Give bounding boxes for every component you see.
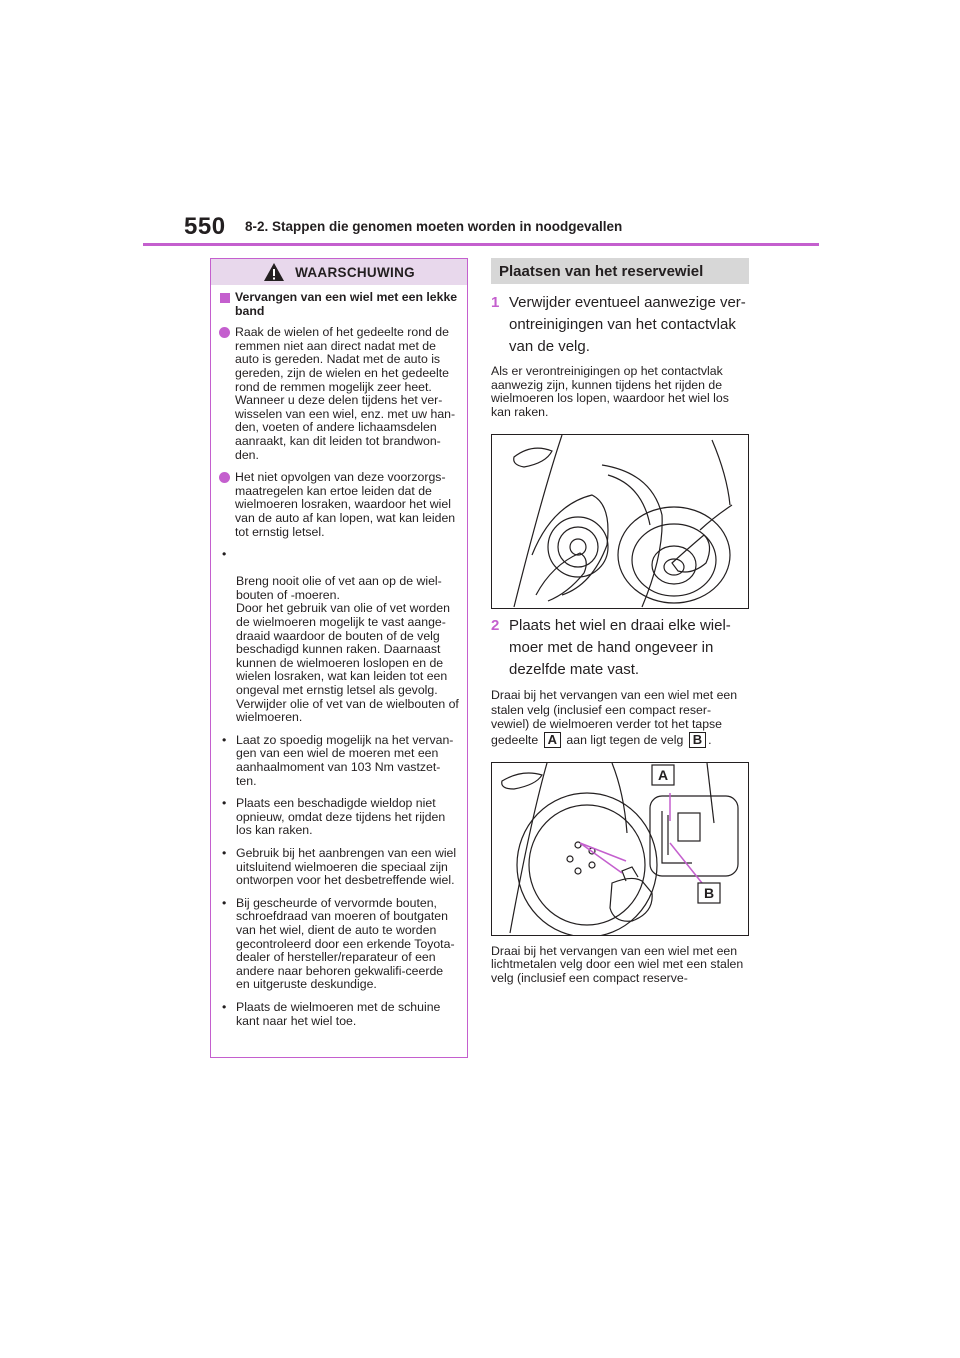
bullet-dot: • (222, 796, 227, 811)
label-a-tag: A (544, 732, 561, 748)
step-note: Draai bij het vervangen van een wiel met een lichtmetalen velg door een wiel met een stalen velg (inclusief een compact reserve- (491, 943, 744, 986)
warning-bullet (219, 797, 459, 838)
step-text: Verwijder eventueel aanwezige ver-ontreinigingen van het contactvlak van de velg. (509, 294, 746, 355)
warning-paragraph (219, 326, 459, 462)
bullet-dot: • (222, 895, 227, 910)
step-note: Als er verontreinigingen op het contactvlak aanwezig zijn, kunnen tijdens het rijden de wielmoeren los lopen, waardoor het wiel los kan raken. (491, 364, 729, 419)
callout-a-label: A (657, 766, 669, 783)
note-text: aan ligt tegen de velg (566, 732, 684, 747)
step-item (491, 292, 749, 358)
step-note (491, 688, 749, 748)
step-item (491, 615, 749, 681)
illustration-clean-wheel-hub (491, 434, 749, 609)
warning-paragraph (219, 471, 459, 539)
warning-bullet-text: Plaats een beschadigde wieldop niet opnieuw, omdat deze tijdens het rijden los kan raken. (236, 796, 446, 838)
warning-heading-text: Vervangen van een wiel met een lekke band (235, 290, 458, 318)
step-number: 1 (491, 294, 500, 311)
warning-bullet (219, 897, 459, 992)
warning-title: WAARSCHUWING (295, 264, 415, 280)
warning-header (211, 259, 467, 285)
callout-b (698, 883, 720, 903)
circle-bullet-icon (219, 327, 230, 338)
header-rule (143, 243, 819, 246)
callout-a (652, 765, 674, 785)
warning-bullet-text: Plaats de wielmoeren met de schuine kant naar het wiel toe. (236, 999, 441, 1028)
warning-bullet-text: Laat zo spoedig mogelijk na het vervan-gen van een wiel de moeren met een aanhaalmoment van 103 Nm vastzet-ten. (236, 732, 454, 788)
warning-bullet (219, 847, 459, 888)
warning-bullet-text: Breng nooit olie of vet aan op de wiel-bouten of -moeren. Door het gebruik van olie of vet worden de wielmoeren mogelijk te vast aange-draaid waardoor de bouten of de velg beschadigd kunnen raken. Daarnaast kunnen de wielmoeren loslopen en de wielen losraken, wat kan leiden tot een ongeval met ernstig letsel als gevolg. Verwijder olie of vet van de wielbouten of wielmoeren. (236, 574, 459, 725)
warning-paragraph-text: Het niet opvolgen van deze voorzorgs-maatregelen kan ertoe leiden dat de wielmoeren losraken, waardoor het wiel van de auto af kan lopen, wat kan leiden tot ernstig letsel. (235, 470, 456, 539)
illustration-tighten-nuts (491, 762, 749, 936)
bullet-dot: • (222, 547, 227, 562)
callout-b-label: B (703, 884, 715, 901)
bullet-dot: • (222, 845, 227, 860)
label-b-tag: B (689, 732, 706, 748)
section-title: 8-2. Stappen die genomen moeten worden in noodgevallen (245, 219, 623, 234)
warning-box (210, 258, 468, 1058)
section-heading: Plaatsen van het reservewiel (491, 258, 749, 284)
warning-heading (219, 291, 459, 318)
warning-bullet (219, 734, 459, 788)
warning-paragraph-text: Raak de wielen of het gedeelte rond de remmen niet aan direct nadat met de auto is gereden. Nadat met de auto is gereden, zijn de wielen en het gedeelte rond de remmen mogelijk zeer heet. Wanneer u deze delen tijdens het ver-wisselen van een wiel, enz. met uw han-den, voeten of andere lichaamsdelen aanraakt, kan dit leiden tot brandwon-den. (235, 325, 456, 462)
tighten-nuts-drawing (492, 763, 748, 935)
clean-hub-drawing (492, 435, 748, 608)
bullet-dot: • (222, 999, 227, 1014)
circle-bullet-icon (219, 472, 230, 483)
warning-bullet-text: Bij gescheurde of vervormde bouten, schroefdraad van moeren of boutgaten van het wiel, dient de auto te worden gecontroleerd door een erkende Toyota-dealer of hersteller/reparateur of een andere naar behoren gekwalifi-ceerde en uitgeruste deskundige. (236, 895, 455, 992)
step-number: 2 (491, 617, 500, 635)
bullet-dot: • (222, 732, 227, 747)
page-number: 550 (184, 213, 226, 240)
note-text: Draai bij het vervangen van een wiel met een stalen velg (inclusief een compact reser-vewiel) de wielmoeren verder tot het tapse gedeelte (491, 688, 738, 747)
warning-triangle-icon (263, 262, 285, 282)
square-bullet-icon (220, 293, 230, 303)
warning-bullet (219, 1001, 459, 1028)
main-column (491, 258, 749, 986)
step-text: Plaats het wiel en draai elke wiel-moer met de hand ongeveer in dezelfde mate vast. (509, 617, 731, 679)
warning-bullet (219, 548, 459, 725)
warning-body (211, 285, 467, 1028)
warning-bullet-text: Gebruik bij het aanbrengen van een wiel uitsluitend wielmoeren die speciaal zijn ontworpen voor het desbetreffende wiel. (236, 845, 457, 888)
note-text: . (708, 732, 712, 747)
